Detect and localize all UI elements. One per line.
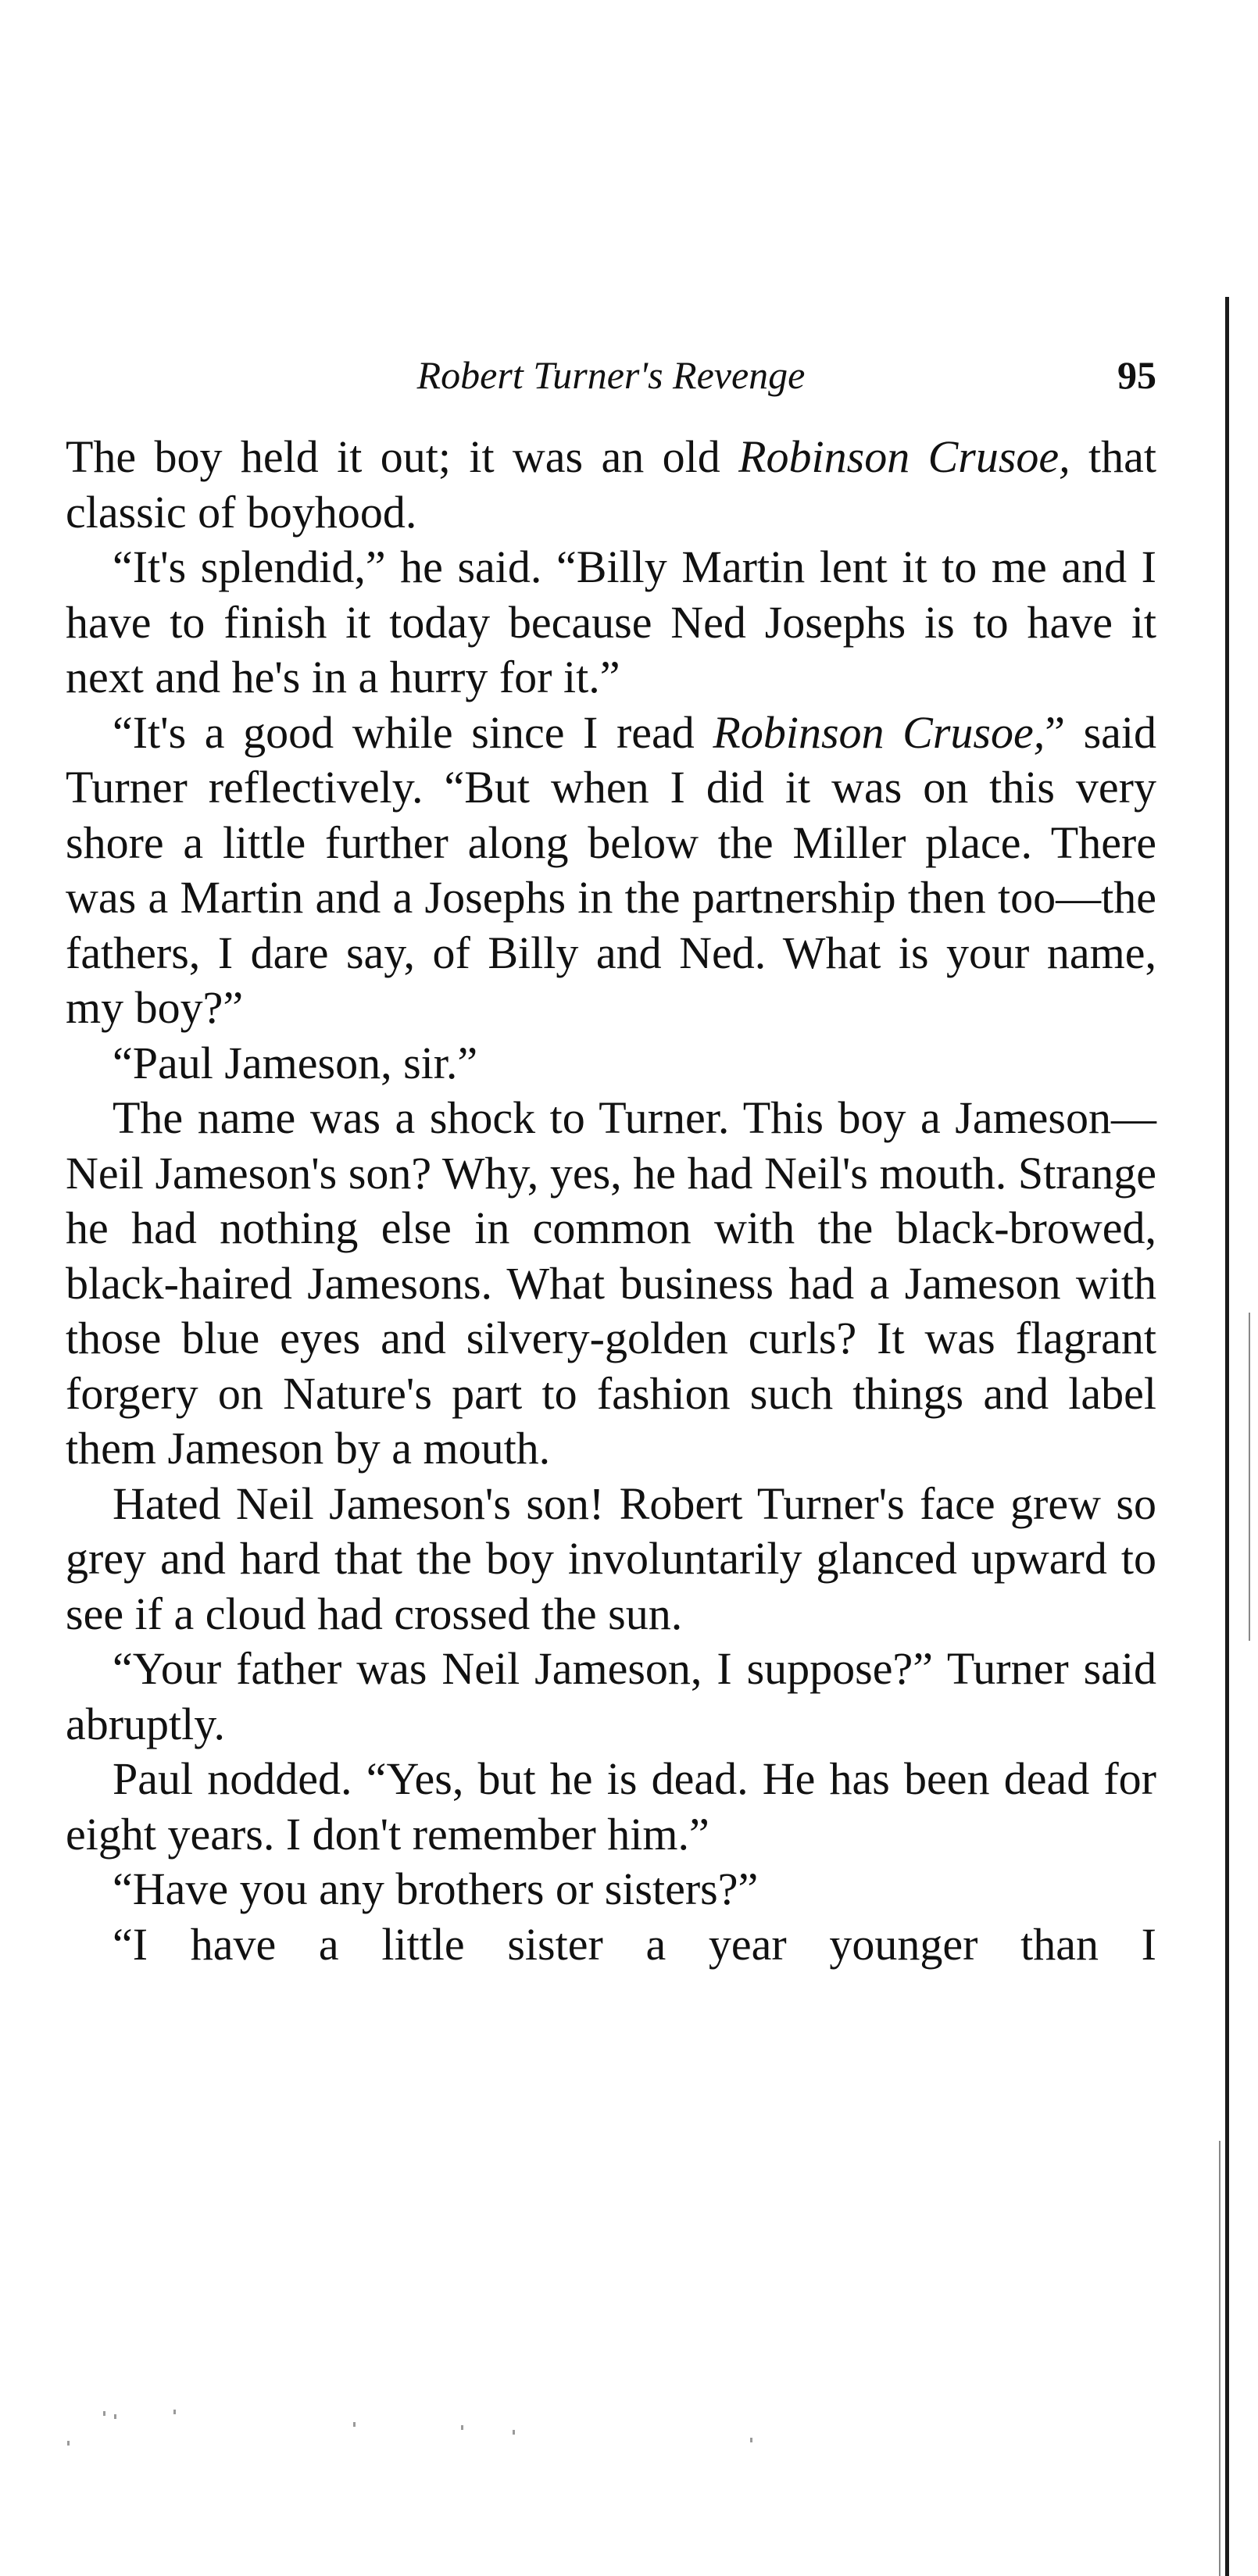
paragraph (66, 540, 1156, 706)
text-segment: ” said Turner reflectively. “But when I did it was on this very shore a little further along below the Miller place. There was a Martin and a Josephs in the partnership then too—the fathers, I dare say, of Billy and Ned. What is your name, my boy?” (66, 706, 1157, 1033)
scan-speck (103, 2411, 105, 2416)
paragraph (66, 1752, 1156, 1862)
body-text (66, 430, 1156, 1972)
scan-edge-mark (1219, 2141, 1220, 2576)
text-segment: The name was a shock to Turner. This boy a Jameson—Neil Jameson's son? Why, yes, he had Neil's mouth. Strange he had nothing else in common with the black-browed, black-haired Jamesons. What business had a Jameson with those blue eyes and silvery-golden curls? It was flagrant forgery on Nature's part to fashion such things and label them Jameson by a mouth. (66, 1092, 1156, 1474)
paragraph (66, 1642, 1156, 1752)
scan-speck (461, 2425, 463, 2430)
paragraph (66, 1477, 1156, 1642)
paragraph (66, 706, 1156, 1036)
scan-edge-mark (1249, 1313, 1250, 1641)
text-segment: “It's a good while since I read (113, 706, 713, 758)
text-segment: that classic of boyhood. (66, 431, 1156, 538)
scan-speck (353, 2422, 356, 2427)
text-segment: “I have a little sister a year younger than I (113, 1918, 1156, 1970)
paragraph (66, 1091, 1156, 1477)
scan-speck (114, 2414, 116, 2419)
italic-text: Robinson Crusoe, (713, 706, 1045, 758)
paragraph (66, 1862, 1156, 1917)
paragraph (66, 1917, 1156, 1973)
page-edge-line (1225, 297, 1229, 2576)
scan-speck (67, 2441, 70, 2446)
paragraph (66, 1036, 1156, 1091)
italic-text: Robinson Crusoe, (738, 431, 1070, 482)
running-head-title: Robert Turner's Revenge (416, 353, 806, 397)
scan-speck (750, 2438, 752, 2442)
text-segment: The boy held it out; it was an old (66, 431, 739, 482)
paragraph (66, 430, 1156, 540)
text-segment: Hated Neil Jameson's son! Robert Turner's face grew so grey and hard that the boy involuntarily glanced upward to see if a cloud had crossed the sun. (66, 1477, 1156, 1639)
text-segment: “It's splendid,” he said. “Billy Martin lent it to me and I have to finish it today because Ned Josephs is to have it next and he's in a hurry for it.” (66, 541, 1156, 702)
text-segment: “Your father was Neil Jameson, I suppose?” Turner said abruptly. (66, 1643, 1156, 1749)
text-segment: “Paul Jameson, sir.” (113, 1037, 478, 1088)
running-head (66, 344, 1156, 406)
text-segment: Paul nodded. “Yes, but he is dead. He has been dead for eight years. I don't remember him.” (66, 1753, 1156, 1860)
text-segment: “Have you any brothers or sisters?” (113, 1863, 759, 1914)
scan-speck (513, 2430, 515, 2435)
page-number: 95 (1117, 353, 1156, 397)
scan-speck (173, 2410, 176, 2414)
